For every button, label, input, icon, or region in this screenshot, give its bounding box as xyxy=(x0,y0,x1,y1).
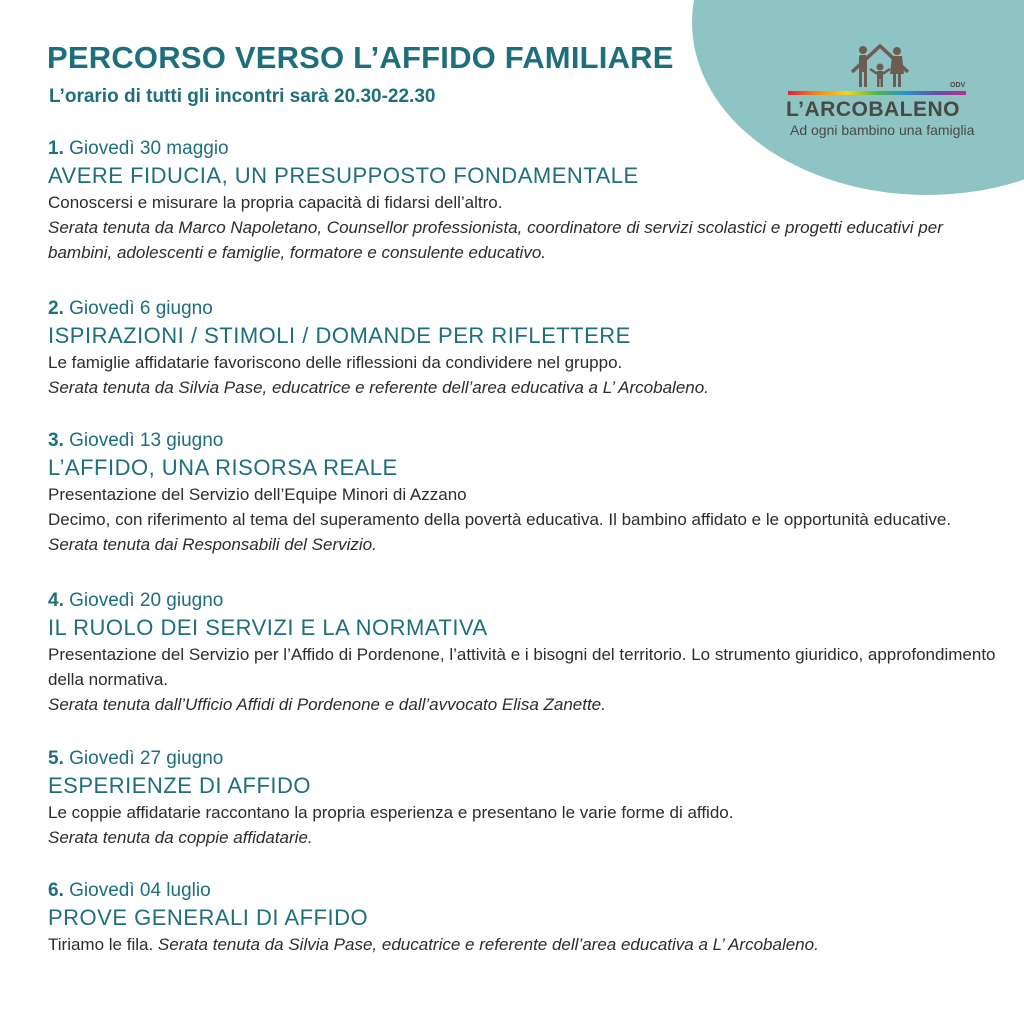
session-title: AVERE FIDUCIA, UN PRESUPPOSTO FONDAMENTALE xyxy=(48,163,639,188)
session-2 xyxy=(48,296,1008,400)
session-description-cont: Decimo, con riferimento al tema del superamento della povertà educativa. Il bambino affidato e le opportunità educative. Serata tenuta dai Responsabili del Servizio. xyxy=(48,510,952,554)
session-title: ESPERIENZE DI AFFIDO xyxy=(48,773,312,798)
session-date: 1. Giovedì 30 maggio xyxy=(48,138,229,159)
page-title: PERCORSO VERSO L’AFFIDO FAMILIARE xyxy=(47,40,674,75)
session-speaker: Serata tenuta da coppie affidatarie. xyxy=(48,828,313,847)
session-date: 5. Giovedì 27 giugno xyxy=(48,748,224,769)
session-speaker: Serata tenuta da Marco Napoletano, Counsellor professionista, coordinatore di servizi scolastici e progetti educativi per bambini, adolescenti e famiglie, formatore e consulente educativo. xyxy=(48,218,943,262)
session-1 xyxy=(48,136,1008,265)
session-date: 6. Giovedì 04 luglio xyxy=(48,880,211,901)
session-title: L’AFFIDO, UNA RISORSA REALE xyxy=(48,455,398,480)
logo-badge: ODV xyxy=(950,82,966,89)
session-4 xyxy=(48,588,1008,717)
session-description: Presentazione del Servizio per l’Affido di Pordenone, l’attività e i bisogni del territorio. Lo strumento giuridico, approfondimento della normativa. xyxy=(48,645,996,689)
session-title: ISPIRAZIONI / STIMOLI / DOMANDE PER RIFLETTERE xyxy=(48,323,631,348)
logo-tagline: Ad ogni bambino una famiglia xyxy=(790,122,975,138)
session-description: Conoscersi e misurare la propria capacità di fidarsi dell’altro. xyxy=(48,193,503,212)
session-6 xyxy=(48,878,1008,957)
schedule-hours: L’orario di tutti gli incontri sarà 20.30-22.30 xyxy=(49,86,436,107)
session-description: Presentazione del Servizio dell’Equipe Minori di Azzano xyxy=(48,485,467,504)
session-speaker: Serata tenuta dai Responsabili del Servizio. xyxy=(48,535,377,554)
session-5 xyxy=(48,746,1008,850)
session-description: Tiriamo le fila. Serata tenuta da Silvia Pase, educatrice e referente dell’area educativa a L’ Arcobaleno. xyxy=(48,935,819,954)
session-date: 2. Giovedì 6 giugno xyxy=(48,298,213,319)
session-title: PROVE GENERALI DI AFFIDO xyxy=(48,905,369,930)
session-speaker: Serata tenuta da Silvia Pase, educatrice e referente dell’area educativa a L’ Arcobaleno. xyxy=(48,378,709,397)
session-description: Le coppie affidatarie raccontano la propria esperienza e presentano le varie forme di affido. xyxy=(48,803,734,822)
rainbow-stripe xyxy=(788,91,966,95)
logo-name: L’ARCOBALENO xyxy=(786,98,960,121)
session-speaker: Serata tenuta dall’Ufficio Affidi di Pordenone e dall’avvocato Elisa Zanette. xyxy=(48,695,606,714)
session-description: Le famiglie affidatarie favoriscono delle riflessioni da condividere nel gruppo. xyxy=(48,353,623,372)
session-3 xyxy=(48,428,1008,557)
session-speaker: Serata tenuta da Silvia Pase, educatrice e referente dell’area educativa a L’ Arcobaleno. xyxy=(157,935,819,954)
session-date: 4. Giovedì 20 giugno xyxy=(48,590,224,611)
session-date: 3. Giovedì 13 giugno xyxy=(48,430,224,451)
session-title: IL RUOLO DEI SERVIZI E LA NORMATIVA xyxy=(48,615,488,640)
